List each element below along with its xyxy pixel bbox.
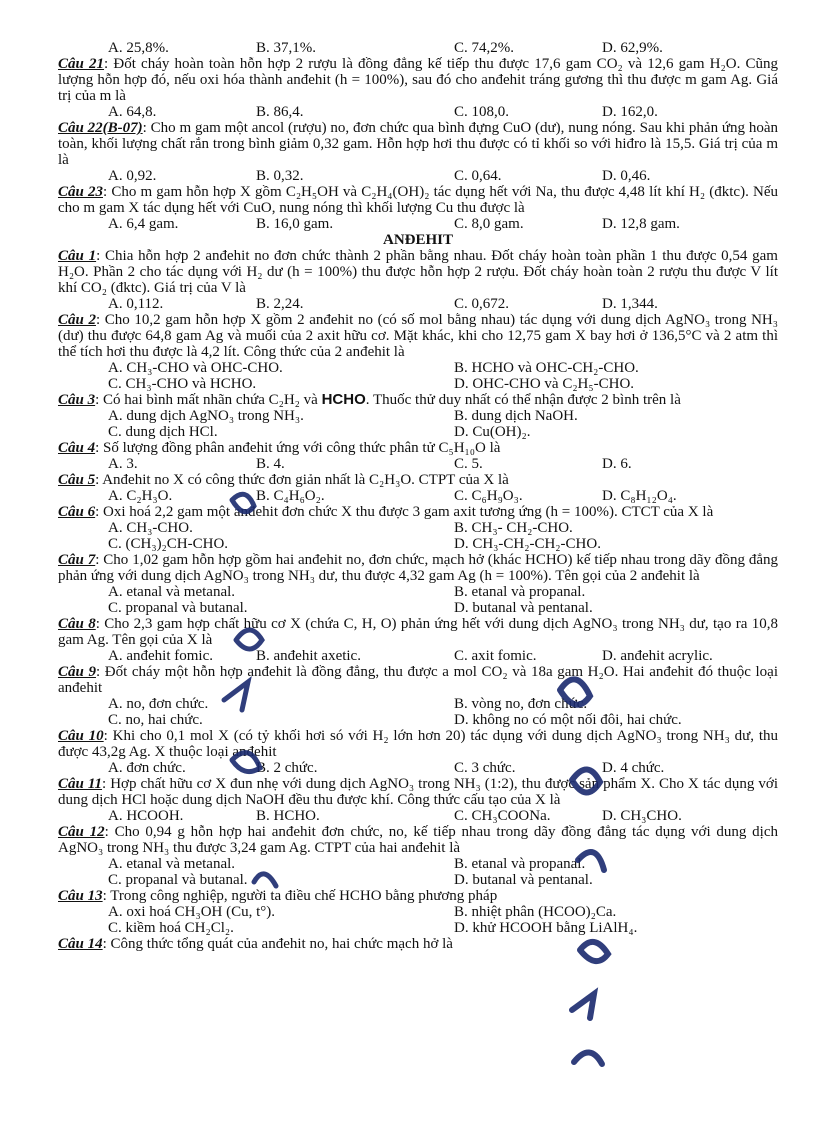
question-text <box>58 440 778 456</box>
answer-option: B. etanal và propanal. <box>454 584 586 600</box>
answer-options <box>58 456 778 472</box>
answer-option: A. CH₃-CHO. <box>108 520 193 536</box>
question-body: . Thuốc thử duy nhất có thể nhận được 2 bình trên là <box>365 392 681 408</box>
answer-options <box>58 168 778 184</box>
answer-options <box>58 712 778 728</box>
answer-option: C. 108,0. <box>454 104 510 120</box>
question-body: : Chia hỗn hợp 2 anđehit no đơn chức thành 2 phần bằng nhau. Đốt cháy hoàn toàn phần 1 thu được 0,54 gam H₂O. Phần 2 cho tác dụng với H₂ dư (h = 100%) thu được hỗn hợp 2 rượu. Đốt cháy hoàn toàn 2 rượu thu được V lít khí CO₂ (đktc). Giá trị của V là <box>58 248 778 296</box>
question-number: Câu 4 <box>58 440 96 456</box>
answer-option: A. C₂H₃O. <box>108 488 173 504</box>
answer-option: D. 6. <box>602 456 632 472</box>
answer-option: B. 2,24. <box>256 296 304 312</box>
answer-option: C. no, hai chức. <box>108 712 203 728</box>
question-body: : Khi cho 0,1 mol X (có tỷ khối hơi só với H₂ lớn hơn 20) tác dụng với dung dịch AgNO₃ trong NH₃ dư, thu được 43,2g Ag. X thuộc loại anđehit <box>58 728 778 760</box>
question-body: : Số lượng đồng phân anđehit ứng với công thức phân tử C₅H₁₀O là <box>95 440 501 456</box>
answer-option: A. 0,92. <box>108 168 157 184</box>
answer-option: A. dung dịch AgNO₃ trong NH₃. <box>108 408 304 424</box>
question-body: : Cho m gam một ancol (rượu) no, đơn chức qua bình đựng CuO (dư), nung nóng. Sau khi phản ứng hoàn toàn, khối lượng chất rắn trong bình giảm 0,32 gam. Hỗn hợp hơi thu được có tỉ khối so với hiđro là 15,5. Giá trị của m là <box>58 120 778 168</box>
answer-options <box>58 408 778 424</box>
answer-option: C. CH₃-CHO và HCHO. <box>108 376 257 392</box>
answer-option: C. 0,64. <box>454 168 502 184</box>
answer-option: A. oxi hoá CH₃OH (Cu, t°). <box>108 904 276 920</box>
answer-option: D. OHC-CHO và C₂H₅-CHO. <box>454 376 635 392</box>
question-number: Câu 3 <box>58 392 96 408</box>
answer-option: A. 3. <box>108 456 138 472</box>
question-text <box>58 504 778 520</box>
question-emphasis: HCHO <box>321 391 366 408</box>
answer-options <box>58 760 778 776</box>
answer-option: B. 2 chức. <box>256 760 318 776</box>
question-text <box>58 728 778 760</box>
answer-option: D. Cu(OH)₂. <box>454 424 531 440</box>
answer-option: D. không no có một nối đôi, hai chức. <box>454 712 682 728</box>
question-number: Câu 11 <box>58 776 103 792</box>
answer-option: C. dung dịch HCl. <box>108 424 218 440</box>
question-body: : Có hai bình mất nhãn chứa C₂H₂ và <box>95 392 322 408</box>
answer-option: B. HCHO và OHC-CH₂-CHO. <box>454 360 639 376</box>
answer-option: A. CH₃-CHO và OHC-CHO. <box>108 360 283 376</box>
answer-option: C. CH₃COONa. <box>454 808 551 824</box>
answer-option: C. 74,2%. <box>454 40 514 56</box>
question-number: Câu 1 <box>58 248 97 264</box>
answer-option: B. 16,0 gam. <box>256 216 334 232</box>
answer-options <box>58 424 778 440</box>
answer-options <box>58 808 778 824</box>
answer-option: C. kiềm hoá CH₂Cl₂. <box>108 920 234 936</box>
answer-option: A. no, đơn chức. <box>108 696 209 712</box>
question-text <box>58 616 778 648</box>
answer-option: D. 1,344. <box>602 296 658 312</box>
question-number: Câu 9 <box>58 664 96 680</box>
answer-options <box>58 696 778 712</box>
answer-option: B. HCHO. <box>256 808 320 824</box>
answer-option: B. nhiệt phân (HCOO)₂Ca. <box>454 904 617 920</box>
answer-option: A. anđehit fomic. <box>108 648 213 664</box>
answer-options <box>58 104 778 120</box>
question-text <box>58 936 778 952</box>
question-number: Câu 21 <box>58 56 105 72</box>
answer-option: B. dung dịch NaOH. <box>454 408 578 424</box>
answer-option: B. etanal và propanal. <box>454 856 586 872</box>
answer-option: D. 12,8 gam. <box>602 216 680 232</box>
answer-option: D. CH₃CHO. <box>602 808 682 824</box>
question-body: : Oxi hoá 2,2 gam một anđehit đơn chức X thu được 3 gam axit tương ứng (h = 100%). CTCT của X là <box>95 504 714 520</box>
question-number: Câu 6 <box>58 504 96 520</box>
answer-options <box>58 584 778 600</box>
answer-option: A. 0,112. <box>108 296 164 312</box>
answer-option: C. 8,0 gam. <box>454 216 524 232</box>
question-text <box>58 120 778 168</box>
watermark-stroke <box>572 994 594 1018</box>
answer-option: D. C₈H₁₂O₄. <box>602 488 677 504</box>
answer-options <box>58 536 778 552</box>
question-number: Câu 13 <box>58 888 103 904</box>
question-body: : Cho 0,94 g hỗn hợp hai anđehit đơn chức, no, kế tiếp nhau trong dãy đồng đẳng tác dụng với dung dịch AgNO₃ trong NH₃ thu được 3,24 gam Ag. CTPT của hai anđehit là <box>58 824 778 856</box>
question-text <box>58 56 778 104</box>
answer-option: A. HCOOH. <box>108 808 184 824</box>
answer-option: B. 37,1%. <box>256 40 316 56</box>
question-number: Câu 14 <box>58 936 103 952</box>
answer-options <box>58 216 778 232</box>
watermark-stroke <box>574 1052 602 1064</box>
question-number: Câu 5 <box>58 472 96 488</box>
question-body: : Cho 2,3 gam hợp chất hữu cơ X (chứa C, H, O) phản ứng hết với dung dịch AgNO₃ trong NH₃ dư, tạo ra 10,8 gam Ag. Tên gọi của X là <box>58 616 778 648</box>
answer-option: C. propanal và butanal. <box>108 872 248 888</box>
answer-option: B. C₄H₆O₂. <box>256 488 325 504</box>
answer-options <box>58 856 778 872</box>
answer-option: D. butanal và pentanal. <box>454 600 593 616</box>
answer-option: A. etanal và metanal. <box>108 584 236 600</box>
answer-options <box>58 360 778 376</box>
answer-option: C. axit fomic. <box>454 648 537 664</box>
question-number: Câu 2 <box>58 312 96 328</box>
question-body: : Đốt cháy hoàn toàn hỗn hợp 2 rượu là đồng đẳng kế tiếp thu được 17,6 gam CO₂ và 12,6 gam H₂O. Cũng lượng hỗn hợp đó, nếu oxi hóa thành anđehit (h = 100%), sau đó cho anđehit tráng gương thì thu được m gam Ag. Giá trị của m là <box>58 56 778 104</box>
answer-options <box>58 520 778 536</box>
question-number: Câu 22(B-07) <box>58 120 143 136</box>
question-body: : Đốt cháy một hỗn hợp anđehit là đồng đẳng, thu được a mol CO₂ và 18a gam H₂O. Hai anđehit đó thuộc loại anđehit <box>58 664 778 696</box>
answer-options <box>58 40 778 56</box>
answer-option: B. CH₃- CH₂-CHO. <box>454 520 573 536</box>
question-text <box>58 392 778 408</box>
question-text <box>58 776 778 808</box>
answer-options <box>58 872 778 888</box>
answer-option: B. 4. <box>256 456 285 472</box>
answer-option: A. 64,8. <box>108 104 157 120</box>
question-body: : Cho m gam hỗn hợp X gồm C₂H₅OH và C₂H₄(OH)₂ tác dụng hết với Na, thu được 4,48 lít khí H₂ (đktc). Nếu cho m gam X tác dụng hết với CuO, nung nóng thì khối lượng Cu thu được là <box>58 184 778 216</box>
document-body <box>58 40 778 952</box>
answer-option: D. khử HCOOH bằng LiAlH₄. <box>454 920 638 936</box>
answer-option: B. 86,4. <box>256 104 304 120</box>
question-text <box>58 824 778 856</box>
question-body: : Cho 1,02 gam hỗn hợp gồm hai anđehit no, đơn chức, mạch hở (khác HCHO) kế tiếp nhau trong dãy đồng đẳng phản ứng với dung dịch AgNO₃ trong NH₃ dư, thu được 4,32 gam Ag (h = 100%). Tên gọi của 2 anđehit là <box>58 552 778 584</box>
question-number: Câu 8 <box>58 616 96 632</box>
question-body: : Hợp chất hữu cơ X đun nhẹ với dung dịch AgNO₃ trong NH₃ (1:2), thu được sản phẩm X. Cho X tác dụng với dung dịch HCl hoặc dung dịch NaOH đều thu được khí. Công thức cấu tạo của X là <box>58 776 779 808</box>
answer-options <box>58 376 778 392</box>
question-number: Câu 23 <box>58 184 103 200</box>
answer-option: D. 162,0. <box>602 104 658 120</box>
answer-option: C. propanal và butanal. <box>108 600 248 616</box>
answer-option: C. 0,672. <box>454 296 510 312</box>
question-body: : Công thức tổng quát của anđehit no, hai chức mạch hở là <box>102 936 453 952</box>
answer-options <box>58 904 778 920</box>
answer-option: B. 0,32. <box>256 168 304 184</box>
answer-option: D. 0,46. <box>602 168 651 184</box>
question-text <box>58 184 778 216</box>
question-body: : Anđehit no X có công thức đơn giản nhất là C₂H₃O. CTPT của X là <box>95 472 509 488</box>
answer-options <box>58 600 778 616</box>
answer-option: A. 25,8%. <box>108 40 169 56</box>
question-text <box>58 552 778 584</box>
question-number: Câu 10 <box>58 728 104 744</box>
question-number: Câu 7 <box>58 552 96 568</box>
answer-option: D. butanal và pentanal. <box>454 872 593 888</box>
answer-option: C. (CH₃)₂CH-CHO. <box>108 536 229 552</box>
answer-option: B. anđehit axetic. <box>256 648 361 664</box>
answer-option: C. 5. <box>454 456 483 472</box>
answer-options <box>58 296 778 312</box>
question-body: : Trong công nghiệp, người ta điều chế HCHO bằng phương pháp <box>102 888 498 904</box>
question-number: Câu 12 <box>58 824 105 840</box>
question-text <box>58 888 778 904</box>
answer-option: D. CH₃-CH₂-CH₂-CHO. <box>454 536 601 552</box>
question-text <box>58 312 778 360</box>
answer-option: D. 62,9%. <box>602 40 663 56</box>
question-text <box>58 472 778 488</box>
question-body: : Cho 10,2 gam hỗn hợp X gồm 2 anđehit no (có số mol bằng nhau) tác dụng với dung dịch AgNO₃ trong NH₃ (dư) thu được 64,8 gam Ag và muối của 2 axit hữu cơ. Mặt khác, khi cho 12,75 gam X bay hơi ở 136,5°C và 2 atm thì thể tích hơi thu được là 4,2 lít. Công thức của 2 anđehit là <box>58 312 778 360</box>
answer-options <box>58 920 778 936</box>
answer-option: B. vòng no, đơn chức. <box>454 696 588 712</box>
question-text <box>58 248 778 296</box>
answer-option: D. 4 chức. <box>602 760 665 776</box>
question-text <box>58 664 778 696</box>
answer-option: A. đơn chức. <box>108 760 186 776</box>
answer-option: C. C₆H₉O₃. <box>454 488 523 504</box>
answer-options <box>58 648 778 664</box>
answer-options <box>58 488 778 504</box>
section-title: ANĐEHIT <box>382 232 453 248</box>
answer-option: C. 3 chức. <box>454 760 516 776</box>
answer-option: A. 6,4 gam. <box>108 216 179 232</box>
answer-option: A. etanal và metanal. <box>108 856 236 872</box>
answer-option: D. anđehit acrylic. <box>602 648 713 664</box>
